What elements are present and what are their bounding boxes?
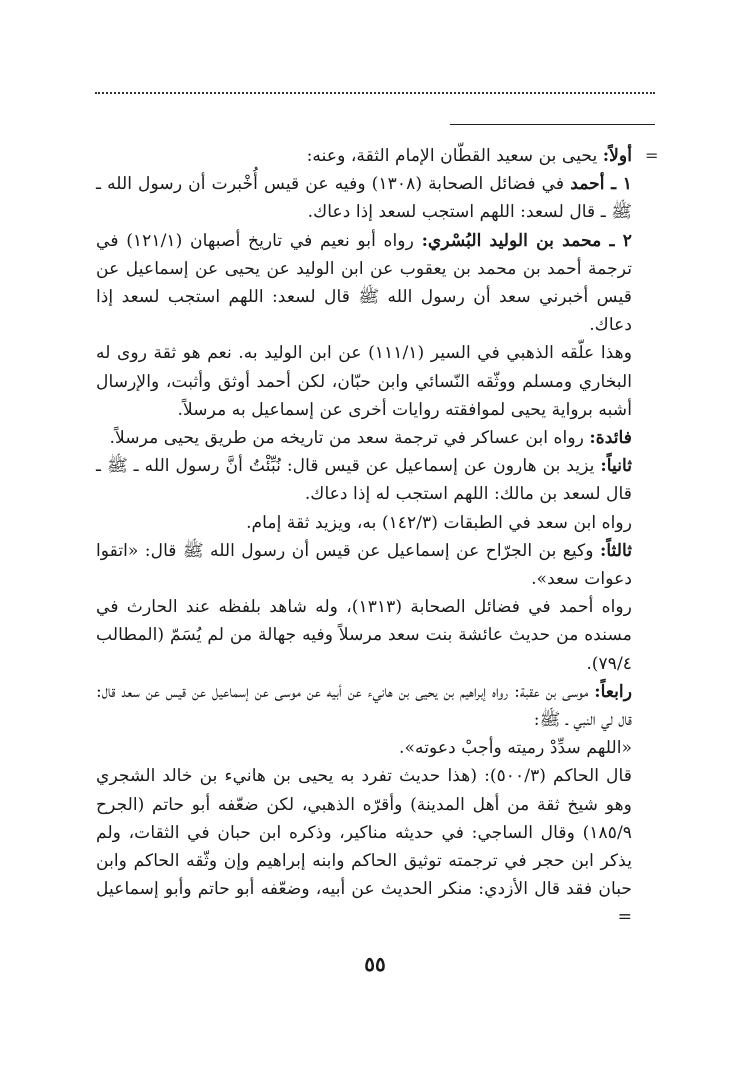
paragraph-12 bbox=[96, 762, 632, 931]
paragraph-10 bbox=[96, 678, 632, 734]
heading-fourth: رابعاً: bbox=[594, 681, 632, 702]
continuation-mark: = bbox=[645, 146, 659, 165]
header-dotted-rule bbox=[95, 92, 655, 94]
paragraph-11 bbox=[96, 734, 632, 762]
item-1-lead: ١ ـ أحمد bbox=[570, 174, 632, 195]
benefit-lead: فائدة: bbox=[589, 428, 632, 449]
page-number: ٥٥ bbox=[364, 952, 386, 976]
paragraph-11-text: «اللهم سدِّدْ رميته وأجبْ دعوته». bbox=[399, 738, 632, 759]
heading-third: ثالثاً: bbox=[599, 540, 632, 561]
paragraph-6-text: يزيد بن هارون عن إسماعيل عن قيس قال: نُبِّئْتُ أنَّ رسول الله ـ ﷺ ـ قال لسعد بن مالك: اللهم استجب له إذا دعاك. bbox=[96, 456, 632, 505]
paragraph-8 bbox=[96, 537, 632, 593]
paragraph-10-text: موسى بن عقبة: رواه إبراهيم بن يحيى بن هانيء عن أبيه عن موسى عن إسماعيل عن قيس عن سعد قال: قال لي النبي ـ ﷺ: bbox=[96, 681, 632, 731]
paragraph-3-text: رواه أبو نعيم في تاريخ أصبهان (١٢١/١) في ترجمة أحمد بن محمد بن يعقوب عن ابن الوليد عن يحيى عن إسماعيل عن قيس أخبرني سعد أن رسول الله ﷺ قال لسعد: اللهم استجب لسعد إذا دعاك. bbox=[96, 230, 632, 336]
paragraph-6 bbox=[96, 452, 632, 508]
paragraph-3 bbox=[96, 227, 632, 340]
paragraph-9 bbox=[96, 593, 632, 678]
heading-first: أولاً: bbox=[602, 146, 632, 166]
paragraph-8-text: وكيع بن الجرّاح عن إسماعيل عن قيس أن رسول الله ﷺ قال: «اتقوا دعوات سعد». bbox=[96, 540, 632, 590]
paragraph-1 bbox=[96, 142, 632, 170]
item-2-lead: ٢ ـ محمد بن الوليد البُسْري: bbox=[421, 230, 633, 251]
header-short-rule bbox=[450, 124, 655, 125]
heading-second: ثانياً: bbox=[600, 456, 632, 477]
main-text bbox=[96, 142, 632, 932]
paragraph-9-text: رواه أحمد في فضائل الصحابة (١٣١٣)، وله شاهد بلفظه عند الحارث في مسنده من حديث عائشة بنت سعد مرسلاً وفيه جهالة من لم يُسَمّ (المطالب ٧٩/٤). bbox=[96, 597, 632, 674]
paragraph-12-text: قال الحاكم (٥٠٠/٣): (هذا حديث تفرد به يحيى بن هانيء بن خالد الشجري وهو شيخ ثقة من أهل المدينة) وأقرّه الذهبي، لكن ضعّفه أبو حاتم (الجرح ١٨٥/٩) وقال الساجي: في حديثه مناكير، وذكره ابن حبان في الثقات، ولم يذكر ابن حجر في ترجمته توثيق الحاكم وابنه إبراهيم وإن وثّقه الحاكم وابن حبان فقد قال الأزدي: منكر الحديث عن أبيه، وضعّفه أبو حاتم وأبو إسماعيل = bbox=[96, 766, 633, 928]
paragraph-5-text: رواه ابن عساكر في ترجمة سعد من تاريخه من طريق يحيى مرسلاً. bbox=[109, 428, 590, 449]
paragraph-1-text: يحيى بن سعيد القطّان الإمام الثقة، وعنه: bbox=[306, 146, 603, 166]
paragraph-7-text: رواه ابن سعد في الطبقات (١٤٢/٣) به، ويزيد ثقة إمام. bbox=[246, 512, 632, 533]
paragraph-7 bbox=[96, 509, 632, 537]
paragraph-5 bbox=[96, 424, 632, 452]
paragraph-4-text: وهذا علّقه الذهبي في السير (١١١/١) عن ابن الوليد به. نعم هو ثقة روى له البخاري ومسلم ووثّقه النّسائي وابن حبّان، لكن أحمد أوثق وأثبت، والإرسال أشبه برواية يحيى لموافقته روايات أخرى عن إسماعيل به مرسلاً. bbox=[96, 343, 632, 420]
paragraph-2 bbox=[96, 170, 632, 226]
paragraph-4 bbox=[96, 339, 632, 424]
paragraph-2-text: في فضائل الصحابة (١٣٠٨) وفيه عن قيس أُخْبرت أن رسول الله ـ ﷺ ـ قال لسعد: اللهم استجب لسعد إذا دعاك. bbox=[96, 174, 632, 223]
